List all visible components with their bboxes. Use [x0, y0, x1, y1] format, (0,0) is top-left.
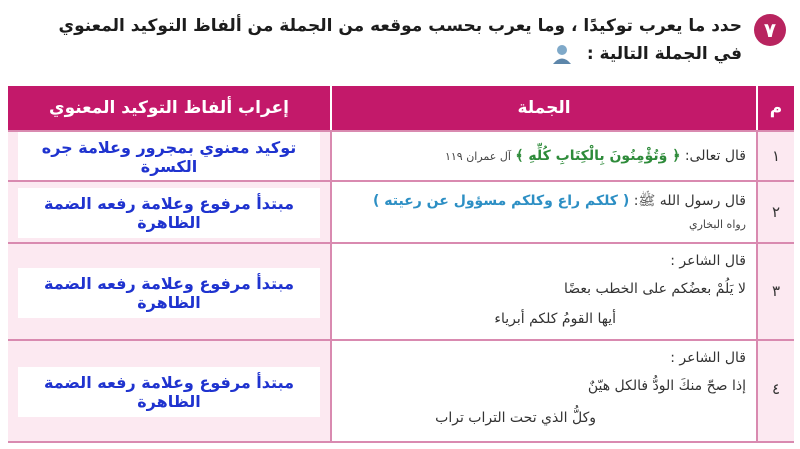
- question-line-2: في الجملة التالية :: [8, 40, 742, 68]
- person-icon: [551, 43, 573, 65]
- question-line-1: حدد ما يعرب توكيدًا ، وما يعرب بحسب موقعه من الجملة من ألفاظ التوكيد المعنوي: [58, 16, 742, 36]
- sentence-cell: [330, 244, 758, 341]
- sentence-cell: [330, 341, 758, 443]
- parse-cell: [8, 244, 330, 341]
- poem-line-1: إذا صحّ منكَ الودُّ فالكل هيّنٌ: [587, 378, 746, 394]
- quran-verse: ﴿ وَتُؤْمِنُونَ بِالْكِتَابِ كُلِّهِ ﴾: [515, 148, 681, 164]
- exercise-header: [8, 10, 792, 80]
- parse-text: مبتدأ مرفوع وعلامة رفعه الضمة الظاهرة: [18, 188, 320, 238]
- row-number: ٢: [758, 182, 794, 244]
- poem-intro: قال الشاعر :: [670, 253, 746, 269]
- sentence-prefix: قال تعالى:: [684, 148, 746, 164]
- hadith-source: رواه البخاري: [688, 218, 746, 231]
- table-row: [8, 130, 794, 182]
- parse-text: مبتدأ مرفوع وعلامة رفعه الضمة الظاهرة: [18, 367, 320, 417]
- row-number: ٣: [758, 244, 794, 341]
- poem-line-2: وكلُّ الذي تحت التراب تراب: [435, 410, 596, 426]
- sentence-cell: [330, 182, 758, 244]
- parsing-table: [8, 86, 794, 441]
- poem-line-1: لا يَلُمْ بعضُكم على الخطب بعضًا: [563, 281, 746, 297]
- parse-text: مبتدأ مرفوع وعلامة رفعه الضمة الظاهرة: [18, 268, 320, 318]
- poem-intro: قال الشاعر :: [670, 350, 746, 366]
- sentence-cell: [330, 132, 758, 182]
- header-parse: إعراب ألفاظ التوكيد المعنوي: [48, 98, 289, 118]
- table-row: [8, 180, 794, 244]
- header-num: م: [769, 98, 783, 118]
- parse-text: توكيد معنوي بمجرور وعلامة جره الكسرة: [18, 132, 320, 182]
- table-row: [8, 339, 794, 443]
- row-number: ٤: [758, 341, 794, 443]
- hadith-text: ( كلكم راع وكلكم مسؤول عن رعيته ): [372, 193, 630, 209]
- poem-line-2: أيها القومُ كلكم أبرياء: [494, 311, 616, 327]
- exercise-number-badge: ٧: [754, 14, 786, 46]
- row-number: ١: [758, 132, 794, 182]
- parse-cell: [8, 182, 330, 244]
- table-bottom-border: [8, 441, 794, 443]
- sentence-prefix: قال رسول الله ﷺ:: [633, 193, 746, 209]
- parse-cell: [8, 132, 330, 182]
- exercise-question: [8, 12, 742, 68]
- parse-cell: [8, 341, 330, 443]
- header-sentence: الجملة: [330, 86, 758, 130]
- verse-source: آل عمران ١١٩: [444, 150, 511, 163]
- table-header-row: [8, 86, 794, 130]
- table-row: [8, 242, 794, 341]
